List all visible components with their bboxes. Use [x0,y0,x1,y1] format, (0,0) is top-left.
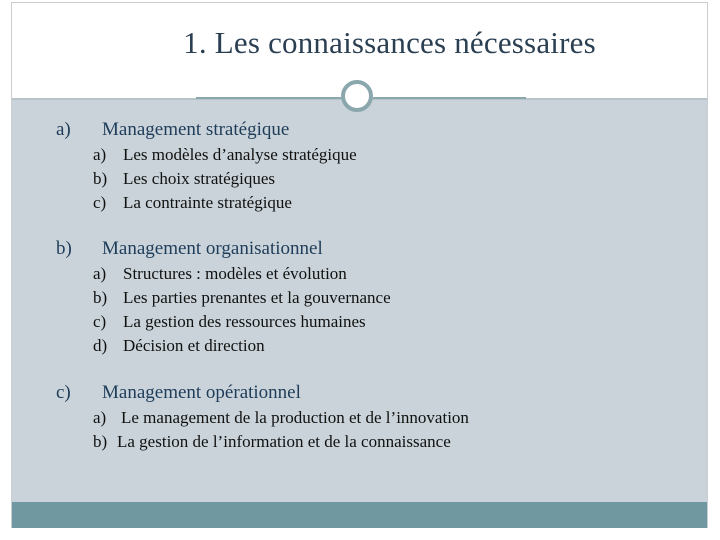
list-item [93,408,469,428]
list-item [93,264,347,284]
section-heading-text: Management stratégique [102,119,290,140]
item-marker: d) [93,336,108,355]
section-heading [56,238,323,260]
item-text: Le management de la production et de l’innovation [121,408,469,427]
item-text: La contrainte stratégique [123,193,292,212]
section-marker: a) [56,119,71,140]
item-text: Décision et direction [123,336,265,355]
list-item [93,336,265,356]
section-heading [56,382,301,404]
item-marker: b) [93,169,108,188]
item-text: Structures : modèles et évolution [123,264,347,283]
list-item [93,169,275,189]
item-marker: b) [93,288,108,307]
item-marker: a) [93,145,107,164]
list-item [93,145,357,165]
list-item [93,193,292,213]
section-marker: c) [56,382,71,403]
item-text: Les choix stratégiques [123,169,276,188]
item-text: La gestion de l’information et de la connaissance [117,432,451,451]
item-marker: b) [93,432,108,451]
list-item [93,288,391,308]
item-text: Les parties prenantes et la gouvernance [123,288,391,307]
section-heading-text: Management opérationnel [102,382,301,403]
item-marker: c) [93,193,107,212]
slide-title: 1. Les connaissances nécessaires [183,25,596,60]
item-text: La gestion des ressources humaines [123,312,366,331]
section-marker: b) [56,238,72,259]
section-heading-text: Management organisationnel [102,238,323,259]
item-text: Les modèles d’analyse stratégique [123,145,357,164]
list-item [93,312,366,332]
item-marker: a) [93,408,107,427]
item-marker: a) [93,264,107,283]
list-item [93,432,451,452]
item-marker: c) [93,312,107,331]
section-heading [56,119,289,141]
